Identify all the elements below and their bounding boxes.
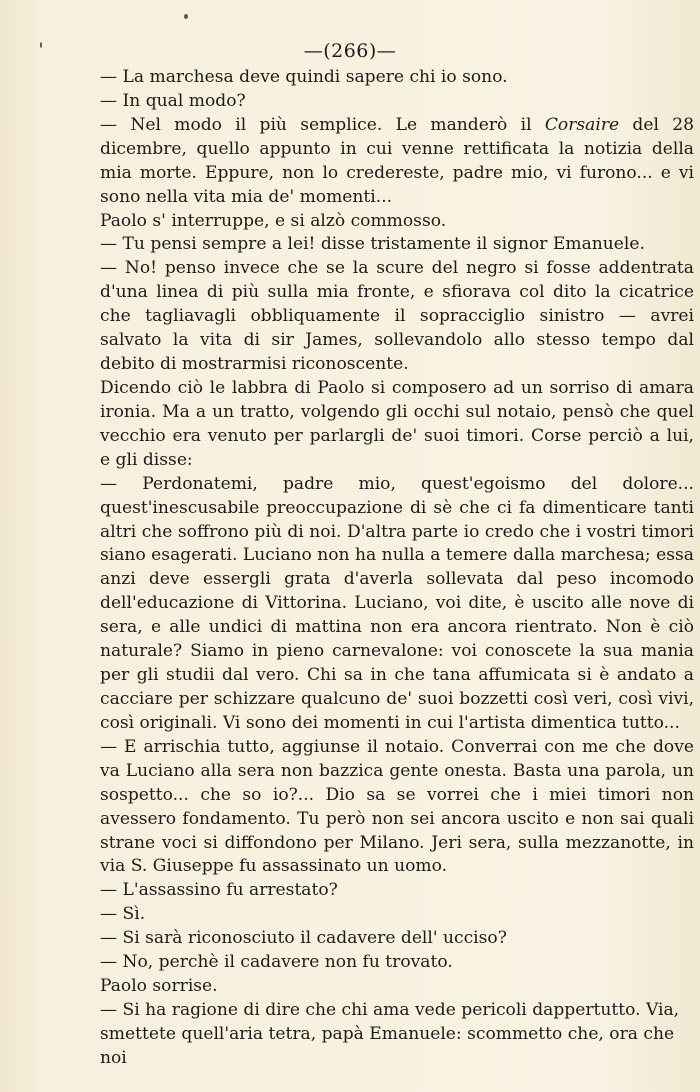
italic-title: Corsaire <box>544 114 620 135</box>
paragraph-text: del 28 dicembre, quello appunto in cui venne rettificata la notizia della mia morte. Eppure, non lo credereste, padre mio, vi furono... e vi sono nella vita mia de' momenti... <box>100 114 694 207</box>
paragraph-text: — Nel modo il più semplice. Le manderò il <box>100 114 545 135</box>
paragraph: — E arrischia tutto, aggiunse il notaio. Converrai con me che dove va Luciano alla sera non bazzica gente onesta. Basta una parola, un sospetto... che so io?... Dio sa se vorrei che i miei timori non avessero fondamento. Tu però non sei ancora uscito e non sai quali strane voci si diffondono per Milano. Jeri sera, sulla mezzanotte, in via S. Giuseppe fu assassinato un uomo. <box>100 736 694 877</box>
ink-speck <box>184 14 188 19</box>
body-text <box>100 66 694 1071</box>
page-number: —(266)— <box>303 40 397 62</box>
paragraph: — In qual modo? <box>100 90 246 111</box>
paragraph: Paolo sorrise. <box>100 976 218 997</box>
paragraph: — Si ha ragione di dire che chi ama vede pericoli dappertutto. Via, smettete quell'aria tetra, papà Emanuele: scommetto che, ora che noi <box>100 999 680 1068</box>
paragraph: Paolo s' interruppe, e si alzò commosso. <box>100 210 447 231</box>
paragraph <box>100 114 694 210</box>
paragraph: — No, perchè il cadavere non fu trovato. <box>100 952 453 973</box>
paragraph: Dicendo ciò le labbra di Paolo si composero ad un sorriso di amara ironia. Ma a un tratto, volgendo gli occhi sul notaio, pensò che quel vecchio era venuto per parlargli de' suoi timori. Corse perciò a lui, e gli disse: <box>100 377 694 470</box>
paragraph: — La marchesa deve quindi sapere chi io sono. <box>100 67 508 87</box>
paragraph: — Tu pensi sempre a lei! disse tristamente il signor Emanuele. <box>100 234 645 255</box>
paragraph: — Perdonatemi, padre mio, quest'egoismo del dolore... quest'inescusabile preoccupazione di sè che ci fa dimenticare tanti altri che soffrono più di noi. D'altra parte io credo che i vostri timori siano esagerati. Luciano non ha nulla a temere dalla marchesa; essa anzi deve essergli grata d'averla sollevata dal peso incomodo dell'educazione di Vittorina. Luciano, voi dite, è uscito alle nove di sera, e alle undici di mattina non era ancora rientrato. Non è ciò naturale? Siamo in pieno carnevalone: voi conoscete la sua mania per gli studii dal vero. Chi sa in che tana affumicata si è andato a cacciare per schizzare qualcuno de' suoi bozzetti così veri, così vivi, così originali. Vi sono dei momenti in cui l'artista dimentica tutto... <box>100 473 694 733</box>
paragraph: — Sì. <box>100 904 146 925</box>
paragraph: — Si sarà riconosciuto il cadavere dell' ucciso? <box>100 928 507 949</box>
paragraph: — No! penso invece che se la scure del negro si fosse addentrata d'una linea di più sulla mia fronte, e sfiorava col dito la cicatrice che tagliavagli obbliquamente il sopracciglio sinistro — avrei salvato la vita di sir James, sollevandolo allo stesso tempo dal debito di mostrarmisi riconoscente. <box>100 258 694 375</box>
paragraph: — L'assassino fu arrestato? <box>100 880 338 901</box>
